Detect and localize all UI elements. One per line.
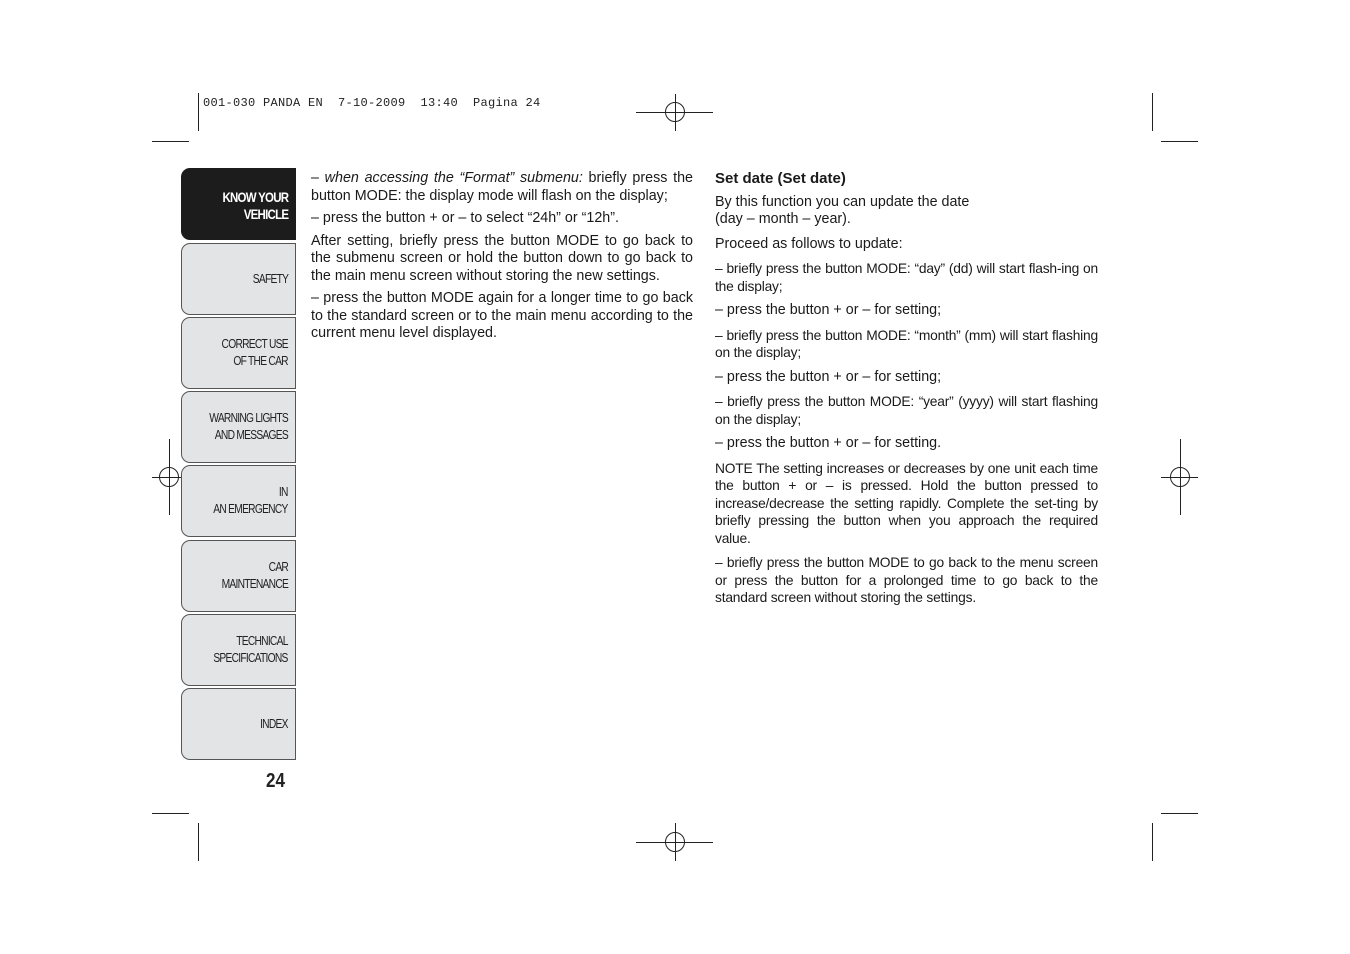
- step: – briefly press the button MODE: “month” (mm) will start flashing on the display;: [715, 327, 1098, 360]
- step: – press the button + or – for setting.: [715, 435, 942, 451]
- crop-mark-top-right-h: [1161, 141, 1198, 142]
- tab-label: CORRECT USE OF THE CAR: [221, 337, 288, 368]
- step: – briefly press the button MODE: “day” (dd) will start flash-ing on the display;: [715, 261, 1098, 294]
- tab-car-maintenance[interactable]: [181, 540, 296, 612]
- tab-emergency[interactable]: [181, 465, 296, 537]
- paragraph: – briefly press the button MODE to go back to the menu screen or press the button for a prolonged time to go back to the standard screen without storing the settings.: [715, 555, 1098, 605]
- crop-mark-bottom-left-h: [152, 813, 189, 814]
- tab-warning-lights[interactable]: [181, 391, 296, 463]
- tab-index[interactable]: [181, 688, 296, 760]
- tab-label: CAR MAINTENANCE: [221, 560, 288, 591]
- paragraph-text: briefly press the button MODE: the display mode will flash on the display;: [311, 170, 693, 204]
- intro-paragraph: [715, 194, 1098, 229]
- tab-label: IN AN EMERGENCY: [213, 485, 288, 516]
- paragraph: Proceed as follows to update:: [715, 235, 903, 252]
- section-heading: Set date (Set date): [715, 170, 846, 187]
- crop-mark-bottom-left-v: [198, 823, 199, 861]
- paragraph: [311, 170, 693, 205]
- intro-line: (day – month – year).: [715, 211, 851, 227]
- italic-lead: – when accessing the “Format” submenu:: [311, 170, 583, 186]
- tab-label: INDEX: [260, 716, 288, 731]
- page-number: 24: [266, 770, 285, 792]
- left-column: [311, 170, 693, 348]
- paragraph: After setting, briefly press the button MODE to go back to the submenu screen or hold the button down to go back to the main menu screen without storing the new settings.: [311, 232, 693, 284]
- intro-line: By this function you can update the date: [715, 193, 970, 210]
- note: NOTE The setting increases or decreases by one unit each time the button + or – is pressed. Hold the button pressed to increase/decrease the setting rapidly. Complete the set-ting by briefly pressing the button when you approach the required value.: [715, 460, 1098, 546]
- crop-mark-bottom-right-v: [1152, 823, 1153, 861]
- tab-correct-use[interactable]: [181, 317, 296, 389]
- tab-label: WARNING LIGHTS AND MESSAGES: [209, 411, 288, 442]
- crop-mark-bottom-right-h: [1161, 813, 1198, 814]
- step: – press the button + or – for setting;: [715, 302, 942, 318]
- tab-technical-specifications[interactable]: [181, 614, 296, 686]
- tab-label: KNOW YOUR VEHICLE: [222, 189, 288, 222]
- step: – briefly press the button MODE: “year” (yyyy) will start flashing on the display;: [715, 394, 1098, 427]
- tab-label: SAFETY: [252, 271, 288, 286]
- right-column: [715, 170, 1098, 614]
- tab-know-your-vehicle[interactable]: [181, 168, 296, 240]
- tab-safety[interactable]: [181, 243, 296, 315]
- paragraph: – press the button MODE again for a longer time to go back to the standard screen or to the main menu according to the current menu level displayed.: [311, 290, 693, 341]
- crop-mark-top-left-v: [198, 93, 199, 131]
- print-header: 001-030 PANDA EN 7-10-2009 13:40 Pagina 24: [203, 96, 541, 110]
- tab-label: TECHNICAL SPECIFICATIONS: [213, 634, 288, 665]
- crop-mark-top-right-v: [1152, 93, 1153, 131]
- step: – press the button + or – for setting;: [715, 368, 942, 385]
- crop-mark-top-left-h: [152, 141, 189, 142]
- paragraph: – press the button + or – to select “24h” or “12h”.: [311, 210, 619, 226]
